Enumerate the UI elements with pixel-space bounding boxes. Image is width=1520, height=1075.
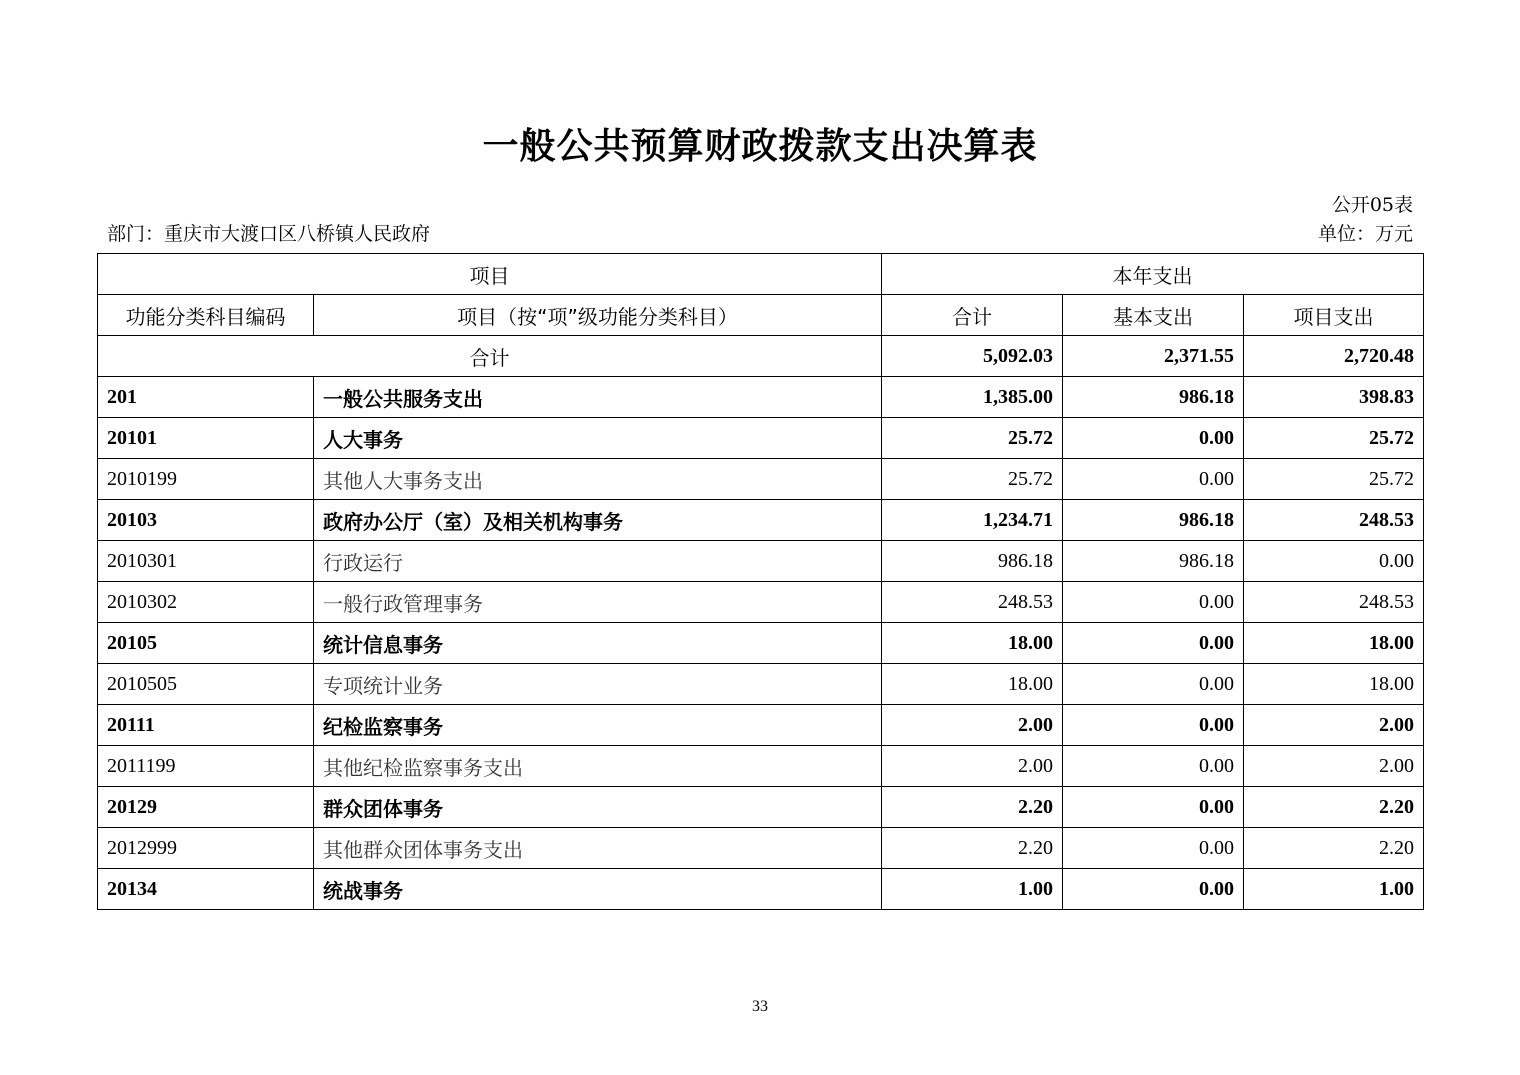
header-total: 合计 bbox=[882, 295, 1063, 336]
basic-cell: 0.00 bbox=[1063, 664, 1244, 705]
table-row bbox=[98, 787, 1424, 828]
project-cell: 2.00 bbox=[1244, 705, 1424, 746]
table-row bbox=[98, 582, 1424, 623]
form-number: 公开05表 bbox=[1331, 194, 1413, 216]
page-title: 一般公共预算财政拨款支出决算表 bbox=[482, 126, 1038, 167]
total-cell: 986.18 bbox=[882, 541, 1063, 582]
basic-cell: 0.00 bbox=[1063, 705, 1244, 746]
project-cell: 2.20 bbox=[1244, 787, 1424, 828]
total-cell: 2.20 bbox=[882, 828, 1063, 869]
project-cell: 2.00 bbox=[1244, 746, 1424, 787]
code-cell: 2011199 bbox=[98, 746, 314, 787]
code-cell: 201 bbox=[98, 377, 314, 418]
basic-cell: 986.18 bbox=[1063, 500, 1244, 541]
table-row bbox=[98, 377, 1424, 418]
code-cell: 2010301 bbox=[98, 541, 314, 582]
project-cell: 398.83 bbox=[1244, 377, 1424, 418]
code-cell: 20103 bbox=[98, 500, 314, 541]
total-cell: 1,234.71 bbox=[882, 500, 1063, 541]
basic-cell: 986.18 bbox=[1063, 541, 1244, 582]
code-cell: 2012999 bbox=[98, 828, 314, 869]
header-basic: 基本支出 bbox=[1063, 295, 1244, 336]
basic-cell: 0.00 bbox=[1063, 582, 1244, 623]
basic-cell: 0.00 bbox=[1063, 418, 1244, 459]
project-cell: 18.00 bbox=[1244, 664, 1424, 705]
name-cell: 行政运行 bbox=[314, 541, 882, 582]
basic-cell: 0.00 bbox=[1063, 869, 1244, 910]
total-total: 5,092.03 bbox=[882, 336, 1063, 377]
name-cell: 一般公共服务支出 bbox=[314, 377, 882, 418]
project-cell: 2.20 bbox=[1244, 828, 1424, 869]
name-cell: 人大事务 bbox=[314, 418, 882, 459]
project-cell: 25.72 bbox=[1244, 418, 1424, 459]
header-current-year-expense: 本年支出 bbox=[882, 254, 1424, 295]
total-basic: 2,371.55 bbox=[1063, 336, 1244, 377]
total-cell: 248.53 bbox=[882, 582, 1063, 623]
project-cell: 248.53 bbox=[1244, 582, 1424, 623]
total-cell: 18.00 bbox=[882, 623, 1063, 664]
code-cell: 20134 bbox=[98, 869, 314, 910]
total-label: 合计 bbox=[98, 336, 882, 377]
name-cell: 纪检监察事务 bbox=[314, 705, 882, 746]
header-item: 项目（按“项”级功能分类科目） bbox=[314, 295, 882, 336]
department-label: 部门：重庆市大渡口区八桥镇人民政府 bbox=[107, 223, 431, 245]
basic-cell: 0.00 bbox=[1063, 459, 1244, 500]
code-cell: 2010505 bbox=[98, 664, 314, 705]
name-cell: 专项统计业务 bbox=[314, 664, 882, 705]
name-cell: 一般行政管理事务 bbox=[314, 582, 882, 623]
header-code: 功能分类科目编码 bbox=[98, 295, 314, 336]
code-cell: 20129 bbox=[98, 787, 314, 828]
total-project: 2,720.48 bbox=[1244, 336, 1424, 377]
total-row bbox=[98, 336, 1424, 377]
project-cell: 0.00 bbox=[1244, 541, 1424, 582]
name-cell: 其他人大事务支出 bbox=[314, 459, 882, 500]
total-cell: 2.20 bbox=[882, 787, 1063, 828]
name-cell: 统战事务 bbox=[314, 869, 882, 910]
unit-label: 单位：万元 bbox=[1317, 223, 1413, 245]
header-row-bottom bbox=[98, 295, 1424, 336]
total-cell: 1,385.00 bbox=[882, 377, 1063, 418]
basic-cell: 0.00 bbox=[1063, 623, 1244, 664]
total-cell: 25.72 bbox=[882, 459, 1063, 500]
name-cell: 其他群众团体事务支出 bbox=[314, 828, 882, 869]
code-cell: 20111 bbox=[98, 705, 314, 746]
table-row bbox=[98, 459, 1424, 500]
project-cell: 18.00 bbox=[1244, 623, 1424, 664]
total-cell: 1.00 bbox=[882, 869, 1063, 910]
code-cell: 20105 bbox=[98, 623, 314, 664]
table-row bbox=[98, 705, 1424, 746]
table-row bbox=[98, 418, 1424, 459]
total-cell: 18.00 bbox=[882, 664, 1063, 705]
table-row bbox=[98, 541, 1424, 582]
header-project-expense: 项目支出 bbox=[1244, 295, 1424, 336]
name-cell: 其他纪检监察事务支出 bbox=[314, 746, 882, 787]
code-cell: 2010199 bbox=[98, 459, 314, 500]
code-cell: 20101 bbox=[98, 418, 314, 459]
table-row bbox=[98, 500, 1424, 541]
name-cell: 群众团体事务 bbox=[314, 787, 882, 828]
basic-cell: 0.00 bbox=[1063, 828, 1244, 869]
code-cell: 2010302 bbox=[98, 582, 314, 623]
total-cell: 2.00 bbox=[882, 746, 1063, 787]
total-cell: 2.00 bbox=[882, 705, 1063, 746]
project-cell: 25.72 bbox=[1244, 459, 1424, 500]
table-row bbox=[98, 869, 1424, 910]
project-cell: 248.53 bbox=[1244, 500, 1424, 541]
name-cell: 政府办公厅（室）及相关机构事务 bbox=[314, 500, 882, 541]
table-row bbox=[98, 664, 1424, 705]
basic-cell: 0.00 bbox=[1063, 787, 1244, 828]
table-row bbox=[98, 746, 1424, 787]
total-cell: 25.72 bbox=[882, 418, 1063, 459]
header-project: 项目 bbox=[98, 254, 882, 295]
project-cell: 1.00 bbox=[1244, 869, 1424, 910]
basic-cell: 0.00 bbox=[1063, 746, 1244, 787]
table-row bbox=[98, 828, 1424, 869]
basic-cell: 986.18 bbox=[1063, 377, 1244, 418]
expense-table bbox=[97, 253, 1424, 910]
name-cell: 统计信息事务 bbox=[314, 623, 882, 664]
header-row-top bbox=[98, 254, 1424, 295]
page-number: 33 bbox=[752, 998, 768, 1015]
table-row bbox=[98, 623, 1424, 664]
